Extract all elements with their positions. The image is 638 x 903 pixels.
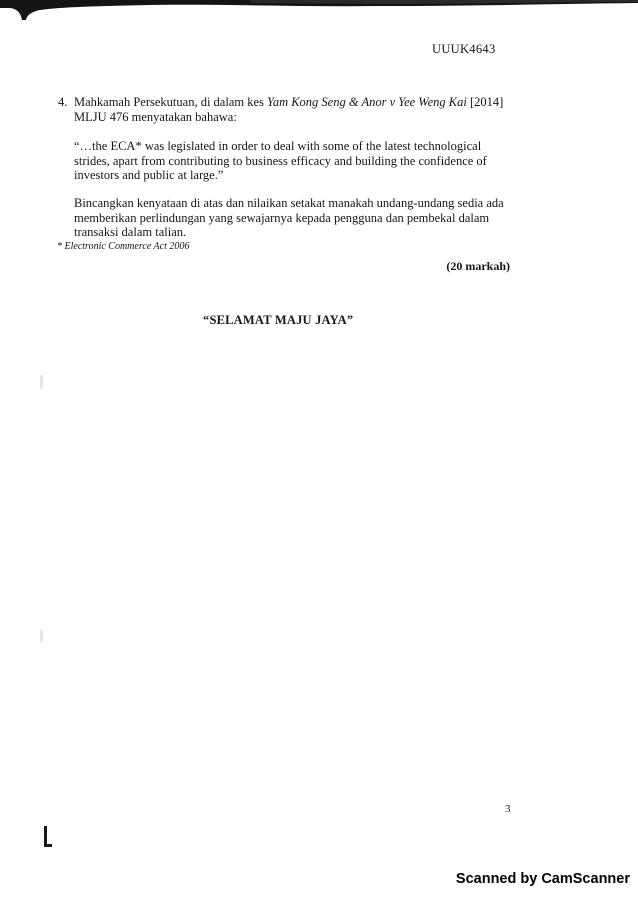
scanner-watermark: Scanned by CamScanner <box>455 871 630 887</box>
question-intro-prefix: Mahkamah Persekutuan, di dalam kes <box>74 95 268 109</box>
page-number: 3 <box>505 803 511 815</box>
footnote: * Electronic Commerce Act 2006 <box>57 241 190 252</box>
scan-speck <box>40 630 43 642</box>
marks-label: (20 markah) <box>446 259 510 273</box>
scan-top-edge-shadow <box>0 0 638 22</box>
closing-message: “SELAMAT MAJU JAYA” <box>203 313 354 327</box>
question-quote: “…the ECA* was legislated in order to deal with some of the latest technological strides, apart from contributing to business efficacy and building the confidence of investors and public at large.” <box>74 139 487 182</box>
question-intro-suffix: [2014] MLJU 476 menyatakan bahawa: <box>74 95 504 124</box>
course-code: UUUK4643 <box>432 42 496 56</box>
case-name: Yam Kong Seng & Anor v Yee Weng Kai <box>267 95 467 109</box>
question-intro <box>74 95 516 124</box>
question-task: Bincangkan kenyataan di atas dan nilaikan setakat manakah undang-undang sedia ada memberikan perlindungan yang sewajarnya kepada pengguna dan pembekal dalam transaksi dalam talian. <box>74 196 504 239</box>
question-number: 4. <box>58 95 68 109</box>
page-corner-mark <box>42 826 52 848</box>
scan-speck <box>40 375 43 389</box>
